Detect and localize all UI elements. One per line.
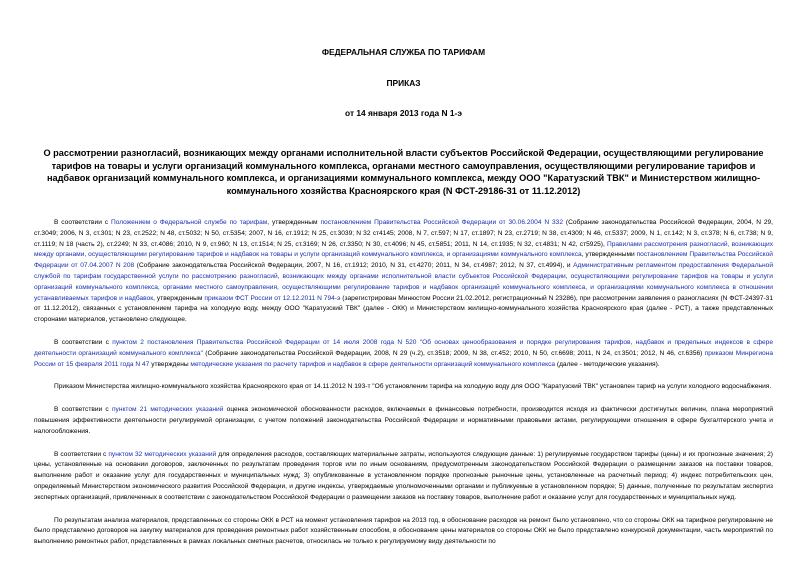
legal-reference-link[interactable]: приказом Минрегиона России от 15 февраля 2011 года N 47 [34, 349, 773, 368]
paragraph-text: В соответствии с [54, 450, 109, 458]
legal-reference-link[interactable]: методические указания по расчету тарифов и надбавок в сфере деятельности организаций коммунального комплекса [190, 360, 556, 368]
paragraph-text: В соответствии с [54, 219, 111, 226]
paragraph-text: , утвержденными [581, 251, 637, 259]
paragraph-text: По результатам анализа материалов, представленных со стороны ОКК в РСТ на момент установления тарифов на 2013 год, в обоснование расходов на ремонт было установлено, что со стороны ОКК на тарифное регулирование не было представлено договоров на закупку материалов для проведения ремонтных работ хозяйственным способом, в обоснование цены материалов со стороны ОКК не было представлено конкурсной документации, часть мероприятий по выполнению ремонтных работ, представленных в рамках локальных сметных расчетов, относилась не только к регулируемому виду деятельности по [34, 516, 773, 546]
body-paragraph [34, 516, 773, 548]
paragraph-text: , утвержденным [267, 219, 321, 226]
legal-reference-link[interactable]: приказом ФСТ России от 12.12.2011 N 794-э [204, 294, 341, 302]
paragraph-text: , утвержденным [153, 294, 205, 302]
doc-type-heading: ПРИКАЗ [386, 78, 421, 88]
legal-reference-link[interactable]: пунктом 2 постановления Правительства Российской Федерации от 14 июля 2008 года N 520 "Об основах ценообразования и порядке регулирования тарифов, надбавок и предельных индексов в сфере деятельности организаций коммунального комплекса" [34, 338, 774, 357]
paragraph-text: (зарегистрирован Минюстом России 21.02.2012, регистрационный N 23286), при рассмотрении заявления о разногласиях (N ФСТ-24397-31 от 11.12.2012), связанных с установлением тарифа на холодную воду, между ООО "Каратузский ТВК" (далее - ОКК) и Министерством жилищно-коммунального хозяйства Красноярского края (далее - РСТ), а также представленных сторонами материалов, установлено следующее. [34, 294, 773, 324]
legal-reference-link[interactable]: постановлением Правительства Российской Федерации от 07.04.2007 N 208 [34, 251, 773, 270]
paragraph-text: (Собрание законодательства Российской Федерации, 2004, N 29, ст.3049; 2006, N 3, ст.301; N 23, ст.2522; N 48, ст.5032; N 50, ст.5354; 2007, N 16, ст.1912; N 25, ст.3039; N 32 ст4145; 2008, N 7, ст.597; N 17, ст.1897; N 23, ст.2719; N 38, ст.4309; N 46, ст.5337; 2009, N 1, ст.142; N 3, ст.378; N 6, ст.738; N 9, ст.1119; N 18 (часть 2), ст.2249; N 33, ст.4086; 2010, N 9, ст.960; N 13, ст.1514; N 25, ст.3169; N 26, ст.3350; N 30, ст.4096; N 45, ст.5851; 2011, N 14, ст.1935; N 32, ст.4831; N 42, ст5925), [34, 219, 774, 248]
body-paragraph [34, 218, 773, 326]
document-title: О рассмотрении разногласий, возникающих между органами исполнительной власти субъектов Российской Федерации, осуществляющими регулирование тарифов на товары и услуги организаций коммунального комплекса, органами местного самоуправления, осуществляющими регулирование тарифов и надбавок организаций коммунального комплекса, и организациями коммунального комплекса, между ООО "Каратузский ТВК" и Министерством жилищно-коммунального хозяйства Красноярского края (N ФСТ-29186-31 от 11.12.2012) [43, 148, 764, 196]
paragraph-text: (Собрание законодательства Российской Федерации, 2008, N 29 (ч.2), ст.3518; 2009, N 38, ст.452; 2010, N 50, ст.6698; 2011, N 24, ст.3501; 2012, N 46, ст.6356) [202, 349, 705, 357]
legal-reference-link[interactable]: постановлением Правительства Российской Федерации от 30.06.2004 N 332 [320, 219, 564, 226]
legal-reference-link[interactable]: Административным регламентом предоставления Федеральной службой по тарифам государственной услуги по рассмотрению разногласий, возникающих между органами исполнительной власти субъектов Российской Федерации, осуществляющими регулирование тарифов на товары и услуги организаций коммунального комплекса, органами местного самоуправления, осуществляющими регулирование тарифов и надбавок организаций коммунального комплекса, и организациями коммунального комплекса в отношении устанавливаемых тарифов и надбавок [34, 262, 774, 302]
doc-date-number: от 14 января 2013 года N 1-э [345, 108, 462, 118]
paragraph-text: для определения расходов, составляющих материальные затраты, используются следующие данные: 1) регулируемые государством тарифы (цены) и их прогнозные значения; 2) цены, установленные на основании договоров, заключенных по результатам проведения торгов или по иным основаниям, предусмотренным законодательством Российской Федерации о размещении заказов на поставки товаров, выполнение работ и оказание услуг для государственных и муниципальных нужд; 3) опубликованные в установленном порядке прогнозные рыночные цены, установленные на расчетный период; 4) индекс потребительских цен, определяемый Министерством экономического развития Российской Федерации, и другие индексы, утверждаемые уполномоченными органами и публикуемые в установленном порядке; 5) данные, полученные по результатам экспертиз экспертных организаций, привлеченных в соответствии с законодательством Российской Федерации о размещении заказов на поставку товаров, выполнение работ и оказание услуг для государственных и муниципальных нужд. [34, 450, 773, 501]
legal-reference-link[interactable]: Положением о Федеральной службе по тарифам [110, 219, 268, 226]
paragraph-text: оценка экономической обоснованности расходов, включаемых в финансовые потребности, производится исходя из фактически достигнутых величин, плана мероприятий повышения эффективности деятельности регулируемой организации, с учетом положений законодательства Российской Федерации и нормативными правовыми актами, регулирующими отношения в сфере бухгалтерского учета и налогообложения. [34, 406, 774, 435]
paragraph-text: Приказом Министерства жилищно-коммунального хозяйства Красноярского края от 14.11.2012 N 193-т "Об установлении тарифа на холодную воду для ООО "Каратузский ТВК" установлен тариф на услуги холодного водоснабжения. [54, 383, 772, 391]
paragraph-text: В соответствии с [54, 338, 113, 346]
paragraph-text: (Собрание законодательства Российской Федерации, 2007, N 16, ст.1912; 2010, N 31, ст.4270; 2011, N 34, ст.4987; 2012, N 37, ст.4994), и [134, 262, 574, 270]
paragraph-text: утверждены [149, 360, 191, 368]
legal-reference-link[interactable]: пунктом 32 методических указаний [108, 450, 217, 458]
legal-reference-link[interactable]: Правилами рассмотрения разногласий, возникающих между органами, осуществляющими регулирование тарифов и надбавок на товары и услуги организаций коммунального комплекса, и организациями коммунального комплекса [34, 240, 774, 259]
body-paragraph [34, 382, 773, 393]
document-body [34, 218, 773, 548]
body-paragraph [34, 338, 773, 370]
paragraph-text: В соответствии с [54, 406, 112, 414]
body-paragraph [34, 450, 773, 504]
body-paragraph [34, 405, 773, 437]
agency-heading: ФЕДЕРАЛЬНАЯ СЛУЖБА ПО ТАРИФАМ [321, 47, 486, 57]
legal-reference-link[interactable]: пунктом 21 методических указаний [111, 406, 224, 414]
paragraph-text: (далее - методические указания). [555, 360, 660, 368]
